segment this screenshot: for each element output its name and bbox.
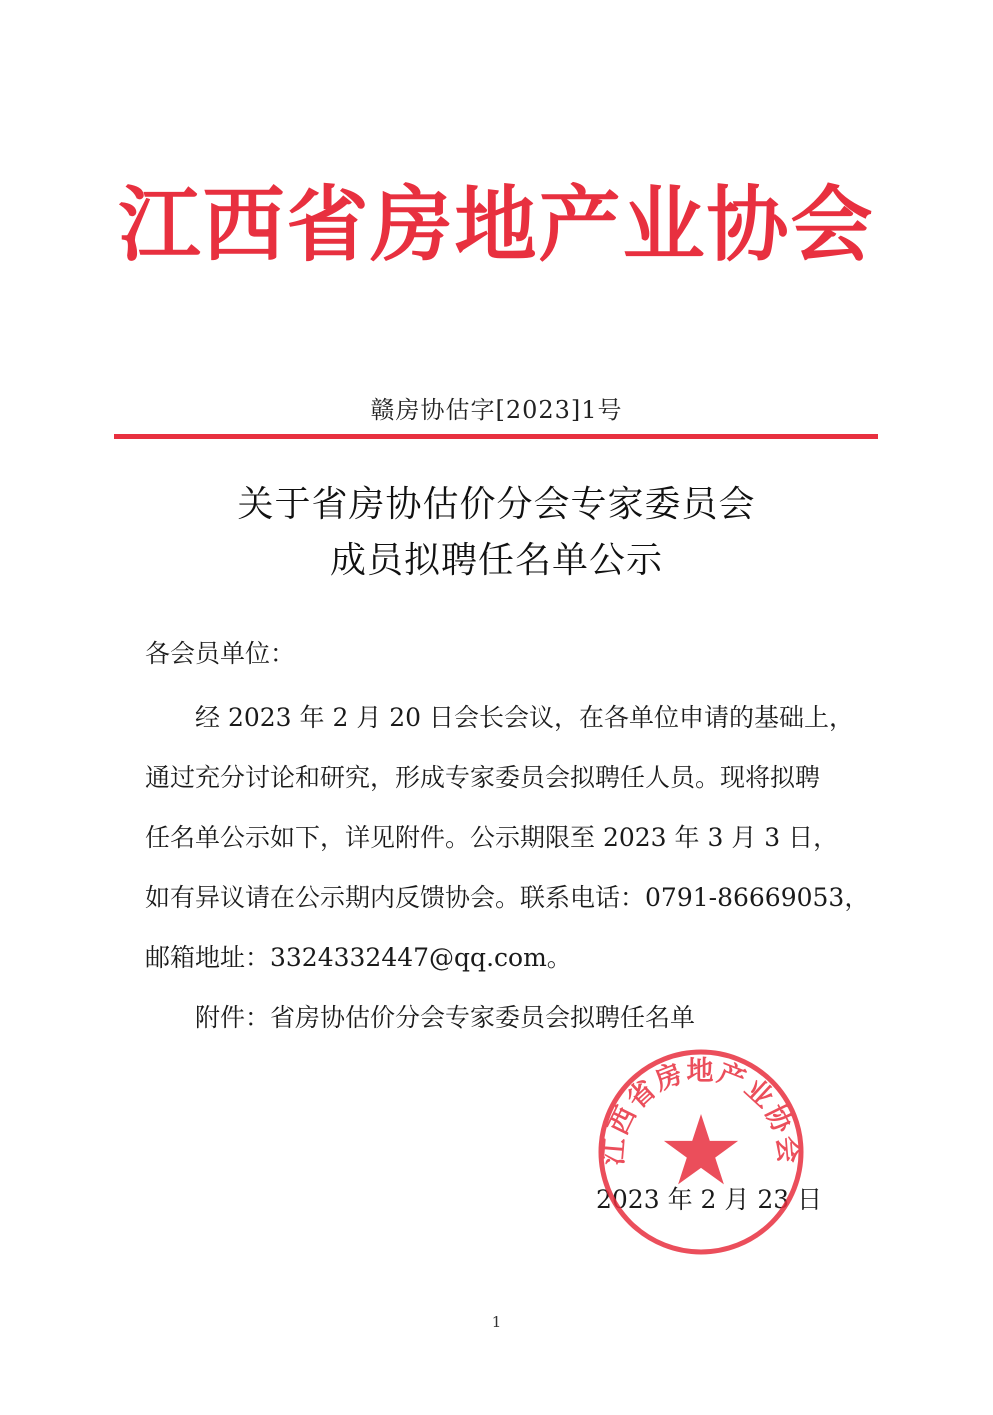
- official-seal: [595, 1046, 807, 1258]
- attachment-note: 附件：省房协估价分会专家委员会拟聘任名单: [195, 1003, 696, 1032]
- salutation: 各会员单位：: [145, 639, 296, 668]
- body-line-5: 邮箱地址：3324332447@qq.com。: [145, 943, 572, 972]
- body-line-4: 如有异议请在公示期内反馈协会。联系电话：0791-86669053，: [145, 883, 870, 912]
- body-line-2: 通过充分讨论和研究，形成专家委员会拟聘任人员。现将拟聘: [145, 763, 821, 792]
- red-star-icon: [664, 1114, 738, 1184]
- body-line-1: 经 2023 年 2 月 20 日会长会议，在各单位申请的基础上，: [195, 703, 855, 732]
- notice-title-line-1: 关于省房协估价分会专家委员会: [237, 484, 756, 525]
- issue-date: 2023 年 2 月 23 日: [596, 1185, 823, 1214]
- page-number: 1: [491, 1313, 502, 1331]
- red-divider-line: [114, 434, 878, 439]
- notice-title-line-2: 成员拟聘任名单公示: [329, 540, 663, 581]
- body-line-3: 任名单公示如下，详见附件。公示期限至 2023 年 3 月 3 日，: [145, 823, 839, 852]
- seal-text: 江西省房地产业协会: [598, 1055, 804, 1167]
- masthead-title: 江西省房地产业协会: [118, 177, 875, 273]
- document-number: 赣房协估字[2023]1号: [370, 396, 623, 424]
